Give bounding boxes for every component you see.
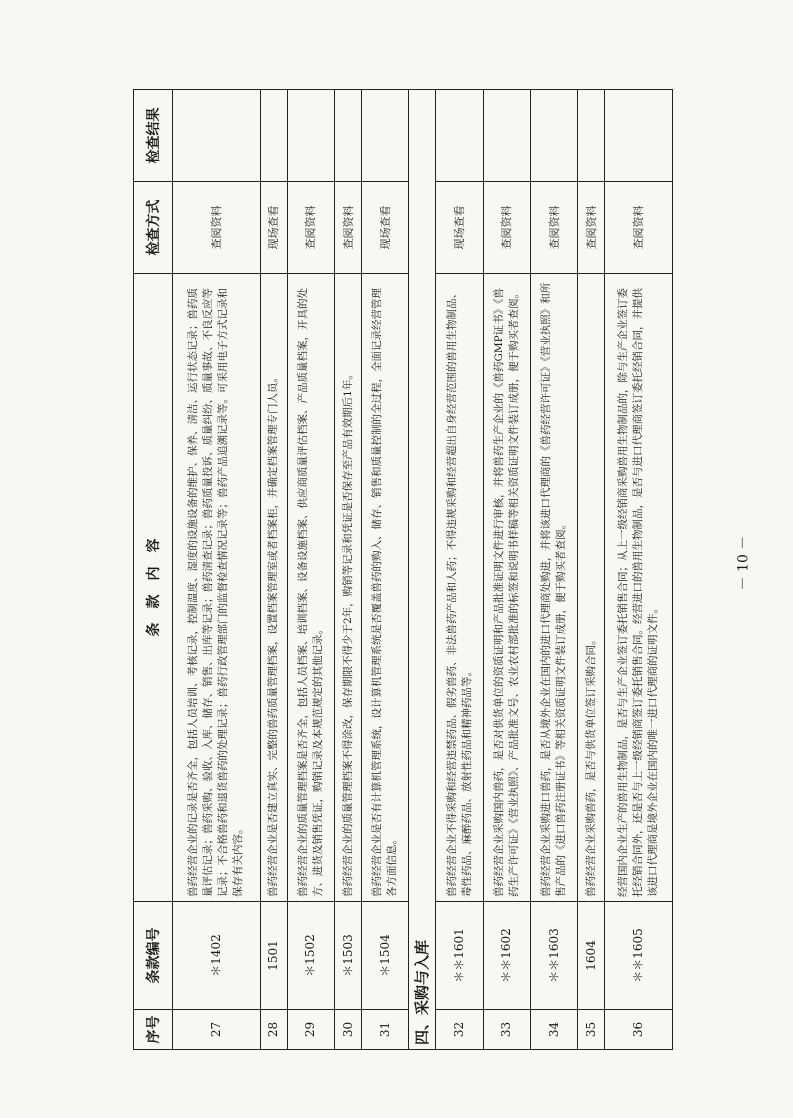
row-no: 34 <box>531 1010 578 1050</box>
row-no: 30 <box>335 1010 362 1050</box>
row-result <box>362 90 409 182</box>
row-content: 兽药经营企业采购国内兽药，是否对供货单位的资质证明和产品批准证明文件进行审核，并将兽药生产企业的《兽药GMP证书》《兽药生产许可证》《营业执照》、产品批准文号、农业农村部批准的标签和说明书样稿等相关资质证明文件装订成册，便于购买者查阅。 <box>483 274 530 902</box>
section-row <box>409 90 436 1050</box>
header-content: 条 款 内 容 <box>134 274 173 902</box>
section-title: 四、采购与入库 <box>409 90 436 1050</box>
header-code: 条款编号 <box>134 902 173 1010</box>
row-method: 查阅资料 <box>578 182 605 274</box>
row-method: 查阅资料 <box>173 182 261 274</box>
row-result <box>287 90 334 182</box>
table-header-row <box>134 90 173 1050</box>
row-content: 兽药经营企业不得采购和经营违禁药品、假劣兽药、非法兽药产品和人药；不得违规采购和经营超出自身经营范围的兽用生物制品、毒性药品、麻醉药品、放射性药品和精神药品等。 <box>436 274 483 902</box>
row-method: 现场查看 <box>436 182 483 274</box>
row-method: 查阅资料 <box>531 182 578 274</box>
row-method: 查阅资料 <box>287 182 334 274</box>
row-result <box>483 90 530 182</box>
table-row <box>362 90 409 1050</box>
table-row <box>436 90 483 1050</box>
row-result <box>578 90 605 182</box>
row-content: 兽药经营企业的质量管理档案是否齐全，包括人员档案、培训档案、设备设施档案、供应商质量评估档案、产品质量档案，开具的处方、进货及销售凭证，购销记录及本规范规定的其他记录。 <box>287 274 334 902</box>
table-row <box>287 90 334 1050</box>
row-code: ＊1402 <box>173 902 261 1010</box>
table-row <box>531 90 578 1050</box>
row-method: 查阅资料 <box>335 182 362 274</box>
rotated-table-page <box>133 90 673 1050</box>
row-method: 查阅资料 <box>605 182 673 274</box>
table-row <box>605 90 673 1050</box>
row-no: 32 <box>436 1010 483 1050</box>
row-code: 1604 <box>578 902 605 1010</box>
row-no: 31 <box>362 1010 409 1050</box>
table-row <box>483 90 530 1050</box>
row-content: 兽药经营企业是否有计算机管理系统，设计算机管理系统是否覆盖兽药的购入、储存、销售和质量控制的全过程，全面记录经营管理各方面信息。 <box>362 274 409 902</box>
row-code: ＊＊1605 <box>605 902 673 1010</box>
table-row <box>173 90 261 1050</box>
row-result <box>260 90 287 182</box>
row-method: 查阅资料 <box>483 182 530 274</box>
row-no: 35 <box>578 1010 605 1050</box>
row-code: ＊1504 <box>362 902 409 1010</box>
row-content: 兽药经营企业是否建立真实、完整的兽药质量管理档案，设置档案管理室或者档案柜，并确定档案管理专门人员。 <box>260 274 287 902</box>
row-code: ＊＊1603 <box>531 902 578 1010</box>
header-method: 检查方式 <box>134 182 173 274</box>
header-no: 序号 <box>134 1010 173 1050</box>
row-content: 兽药经营企业采购兽药，是否与供货单位签订采购合同。 <box>578 274 605 902</box>
row-result <box>531 90 578 182</box>
row-code: ＊＊1602 <box>483 902 530 1010</box>
table-row <box>578 90 605 1050</box>
table-row <box>260 90 287 1050</box>
row-method: 现场查看 <box>362 182 409 274</box>
row-content: 兽药经营企业采购进口兽药，是否从境外企业在国内的进口代理商处购进，并将该进口代理商的《兽药经营许可证》《营业执照》和所售产品的《进口兽药注册证书》等相关资质证明文件装订成册，便于购买者查阅。 <box>531 274 578 902</box>
row-content: 兽药经营企业的质量管理档案不得涂改，保存期限不得少于2年，购销等记录和凭证是否保存至产品有效期后1年。 <box>335 274 362 902</box>
row-no: 36 <box>605 1010 673 1050</box>
row-result <box>335 90 362 182</box>
row-code: 1501 <box>260 902 287 1010</box>
row-no: 33 <box>483 1010 530 1050</box>
row-method: 现场查看 <box>260 182 287 274</box>
row-content: 兽药经营企业的记录是否齐全，包括人员培训、考核记录，控制温度、湿度的设施设备的维护、保养、清洁、运行状态记录；兽药质量评估记录；兽药采购、验收、入库、储存、销售、出库等记录；兽药清查记录；兽药质量投诉、质量纠纷、质量事故、不良反应等记录；不合格兽药和退货兽药的处理记录；兽药行政管理部门的监督检查情况记录等；兽药产品追溯记录等。可采用电子方式记录和保存有关内容。 <box>173 274 261 902</box>
header-result: 检查结果 <box>134 90 173 182</box>
row-result <box>173 90 261 182</box>
row-code: ＊1503 <box>335 902 362 1010</box>
row-result <box>605 90 673 182</box>
row-result <box>436 90 483 182</box>
inspection-table <box>133 89 673 1050</box>
row-content: 经营国内企业生产的兽用生物制品，是否与生产企业签订委托销售合同；从上一级经销商采购兽用生物制品的，除与生产企业签订委托经销合同外，还是否与上一级经销商签订委托销售合同。经营进口的兽用生物制品，是否与进口代理商签订委托经销合同，并提供该进口代理商是境外企业在国内的唯一进口代理商的证明文件。 <box>605 274 673 902</box>
row-no: 29 <box>287 1010 334 1050</box>
row-no: 27 <box>173 1010 261 1050</box>
row-code: ＊＊1601 <box>436 902 483 1010</box>
row-no: 28 <box>260 1010 287 1050</box>
row-code: ＊1502 <box>287 902 334 1010</box>
table-row <box>335 90 362 1050</box>
page-number: － 10 － <box>735 535 752 591</box>
